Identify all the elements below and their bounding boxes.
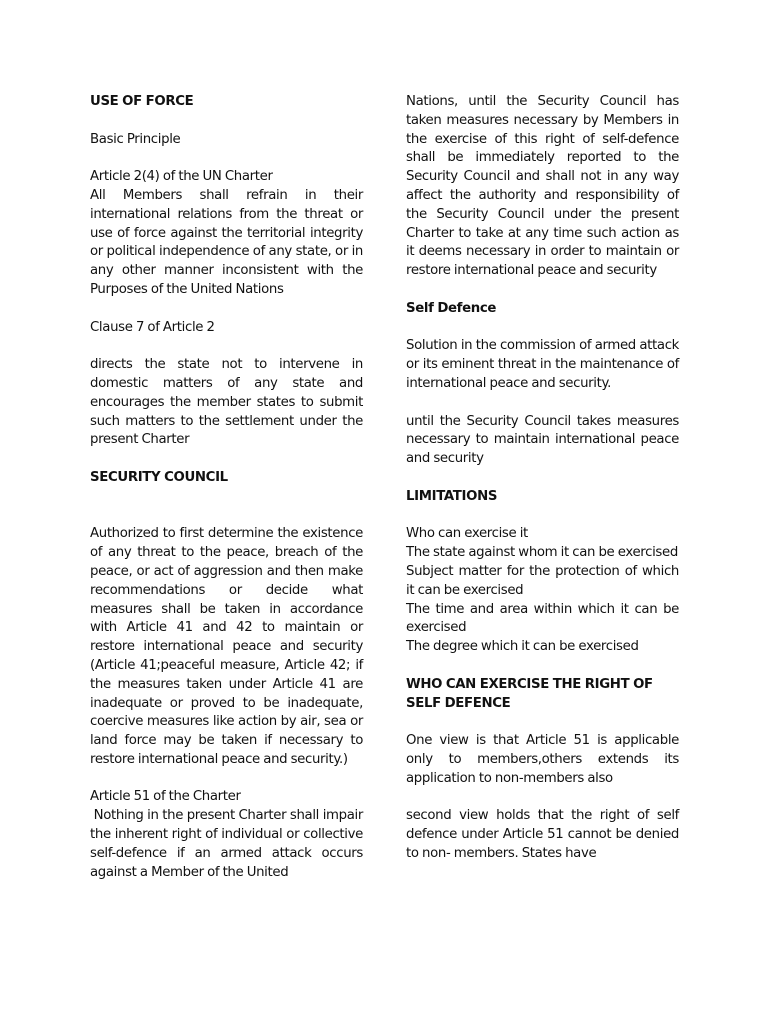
limitation-item: Who can exercise it: [406, 526, 528, 542]
limitation-item: The degree which it can be exercised: [406, 639, 639, 655]
limitation-item: Subject matter for the protection of which it can be exercised: [406, 563, 679, 598]
right-column: [406, 93, 679, 864]
left-column: [90, 93, 367, 882]
clause-7-title: Clause 7 of Article 2: [90, 319, 215, 335]
heading-security-council: SECURITY COUNCIL: [90, 469, 228, 485]
heading-who-can-exercise: WHO CAN EXERCISE THE RIGHT OF SELF DEFENCE: [406, 676, 653, 711]
view-1-text: One view is that Article 51 is applicable only to members,others extends its application to non-members also: [406, 733, 679, 786]
security-council-text: Authorized to first determine the existence of any threat to the peace, breach of the peace, or act of aggression and then make recommendations or decide what measures shall be taken in accordance with Article 41 and 42 to maintain or restore international peace and security (Article 41;peaceful measure, Article 42; if the measures taken under Article 41 are inadequate or proved to be inadequate, coercive measures like action by air, sea or land force may be taken if necessary to restore international peace and security.): [90, 526, 363, 767]
heading-self-defence: Self Defence: [406, 300, 497, 316]
limitation-item: The time and area within which it can be exercised: [406, 601, 679, 636]
view-2-text: second view holds that the right of self defence under Article 51 cannot be denied to non- members. States have: [406, 808, 679, 861]
article-2-4-title: Article 2(4) of the UN Charter: [90, 169, 273, 185]
basic-principle-label: Basic Principle: [90, 131, 181, 147]
article-51-title: Article 51 of the Charter: [90, 789, 241, 805]
heading-limitations: LIMITATIONS: [406, 488, 498, 504]
article-51-continued: Nations, until the Security Council has taken measures necessary by Members in the exercise of this right of self-defence shall be immediately reported to the Security Council and shall not in any way affect the authority and responsibility of the Security Council under the present Charter to take at any time such action as it deems necessary in order to maintain or restore international peace and security: [406, 94, 679, 279]
clause-7-text: directs the state not to intervene in domestic matters of any state and encourages the member states to submit such matters to the settlement under the present Charter: [90, 357, 363, 448]
self-defence-text-1: Solution in the commission of armed attack or its eminent threat in the maintenance of international peace and security.: [406, 338, 679, 391]
self-defence-text-2: until the Security Council takes measures necessary to maintain international peace and security: [406, 413, 679, 467]
heading-use-of-force: USE OF FORCE: [90, 94, 194, 109]
limitation-item: The state against whom it can be exercised: [406, 545, 678, 561]
article-2-4-text: All Members shall refrain in their international relations from the threat or use of force against the territorial integrity or political independence of any state, or in any other manner inconsistent with the Purposes of the United Nations: [90, 187, 363, 297]
article-51-text: Nothing in the present Charter shall impair the inherent right of individual or collective self-defence if an armed attack occurs against a Member of the United: [90, 808, 367, 880]
